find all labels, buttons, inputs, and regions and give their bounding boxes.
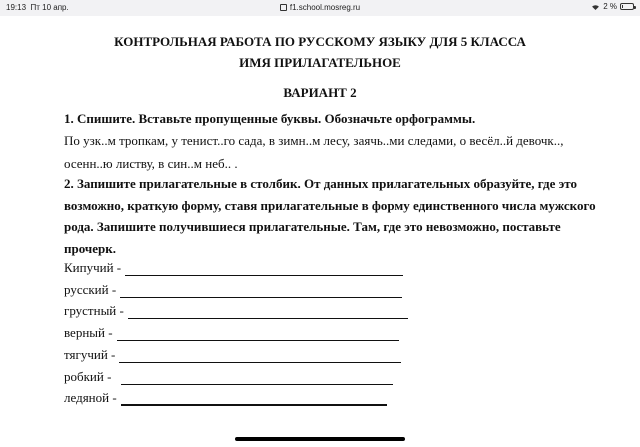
home-indicator[interactable] bbox=[235, 437, 405, 441]
time-text: 19:13 bbox=[6, 3, 27, 12]
task1-text-line-2: осенн..ю листву, в син..м неб.. . bbox=[64, 156, 238, 171]
document-subtitle: ИМЯ ПРИЛАГАТЕЛЬНОЕ bbox=[239, 55, 401, 70]
word-label: грустный - bbox=[64, 303, 124, 318]
document-title: КОНТРОЛЬНАЯ РАБОТА ПО РУССКОМУ ЯЗЫКУ ДЛЯ 5 КЛАССА bbox=[114, 34, 526, 49]
word-row bbox=[64, 280, 402, 298]
task2-line-2: возможно, краткую форму, ставя прилагательные в форму единственного числа мужского bbox=[64, 198, 596, 213]
word-row bbox=[64, 388, 387, 406]
answer-blank bbox=[120, 285, 402, 298]
battery-percent: 2 % bbox=[603, 2, 617, 11]
word-label: Кипучий - bbox=[64, 260, 122, 275]
word-label: ледяной - bbox=[64, 390, 117, 405]
answer-blank bbox=[119, 350, 401, 363]
word-row bbox=[64, 323, 399, 341]
url-text: f1.school.mosreg.ru bbox=[289, 3, 361, 12]
battery-icon bbox=[620, 3, 634, 10]
task1-text-line-1: По узк..м тропкам, у тенист..го сада, в зимн..м лесу, заячь..ми следами, о весёл..й девочк.., bbox=[64, 133, 564, 148]
word-label: тягучий - bbox=[64, 347, 116, 362]
answer-blank bbox=[117, 328, 399, 341]
word-row bbox=[64, 367, 393, 385]
status-bar bbox=[0, 0, 640, 16]
lock-icon bbox=[280, 4, 287, 11]
wifi-icon bbox=[591, 4, 600, 10]
answer-blank bbox=[128, 306, 408, 319]
answer-blank bbox=[121, 392, 387, 406]
date-text: Пт 10 апр. bbox=[30, 3, 69, 12]
variant-heading: ВАРИАНТ 2 bbox=[283, 85, 357, 100]
word-label: робкий - bbox=[64, 369, 112, 384]
status-right bbox=[591, 2, 634, 11]
word-label: верный - bbox=[64, 325, 113, 340]
answer-blank bbox=[125, 263, 403, 276]
address-bar[interactable] bbox=[0, 3, 640, 12]
word-row bbox=[64, 258, 403, 276]
task1-heading: 1. Спишите. Вставьте пропущенные буквы. Обозначьте орфограммы. bbox=[64, 111, 476, 126]
task2-line-4: прочерк. bbox=[64, 241, 116, 256]
task2-line-3: рода. Запишите получившиеся прилагательные. Там, где это невозможно, поставьте bbox=[64, 219, 561, 234]
word-row bbox=[64, 345, 401, 363]
word-row bbox=[64, 301, 408, 319]
task2-line-1: 2. Запишите прилагательные в столбик. От данных прилагательных образуйте, где это bbox=[64, 176, 577, 191]
word-label: русский - bbox=[64, 282, 117, 297]
document-page bbox=[0, 16, 640, 447]
battery-fill bbox=[622, 5, 623, 8]
answer-blank bbox=[121, 372, 393, 385]
